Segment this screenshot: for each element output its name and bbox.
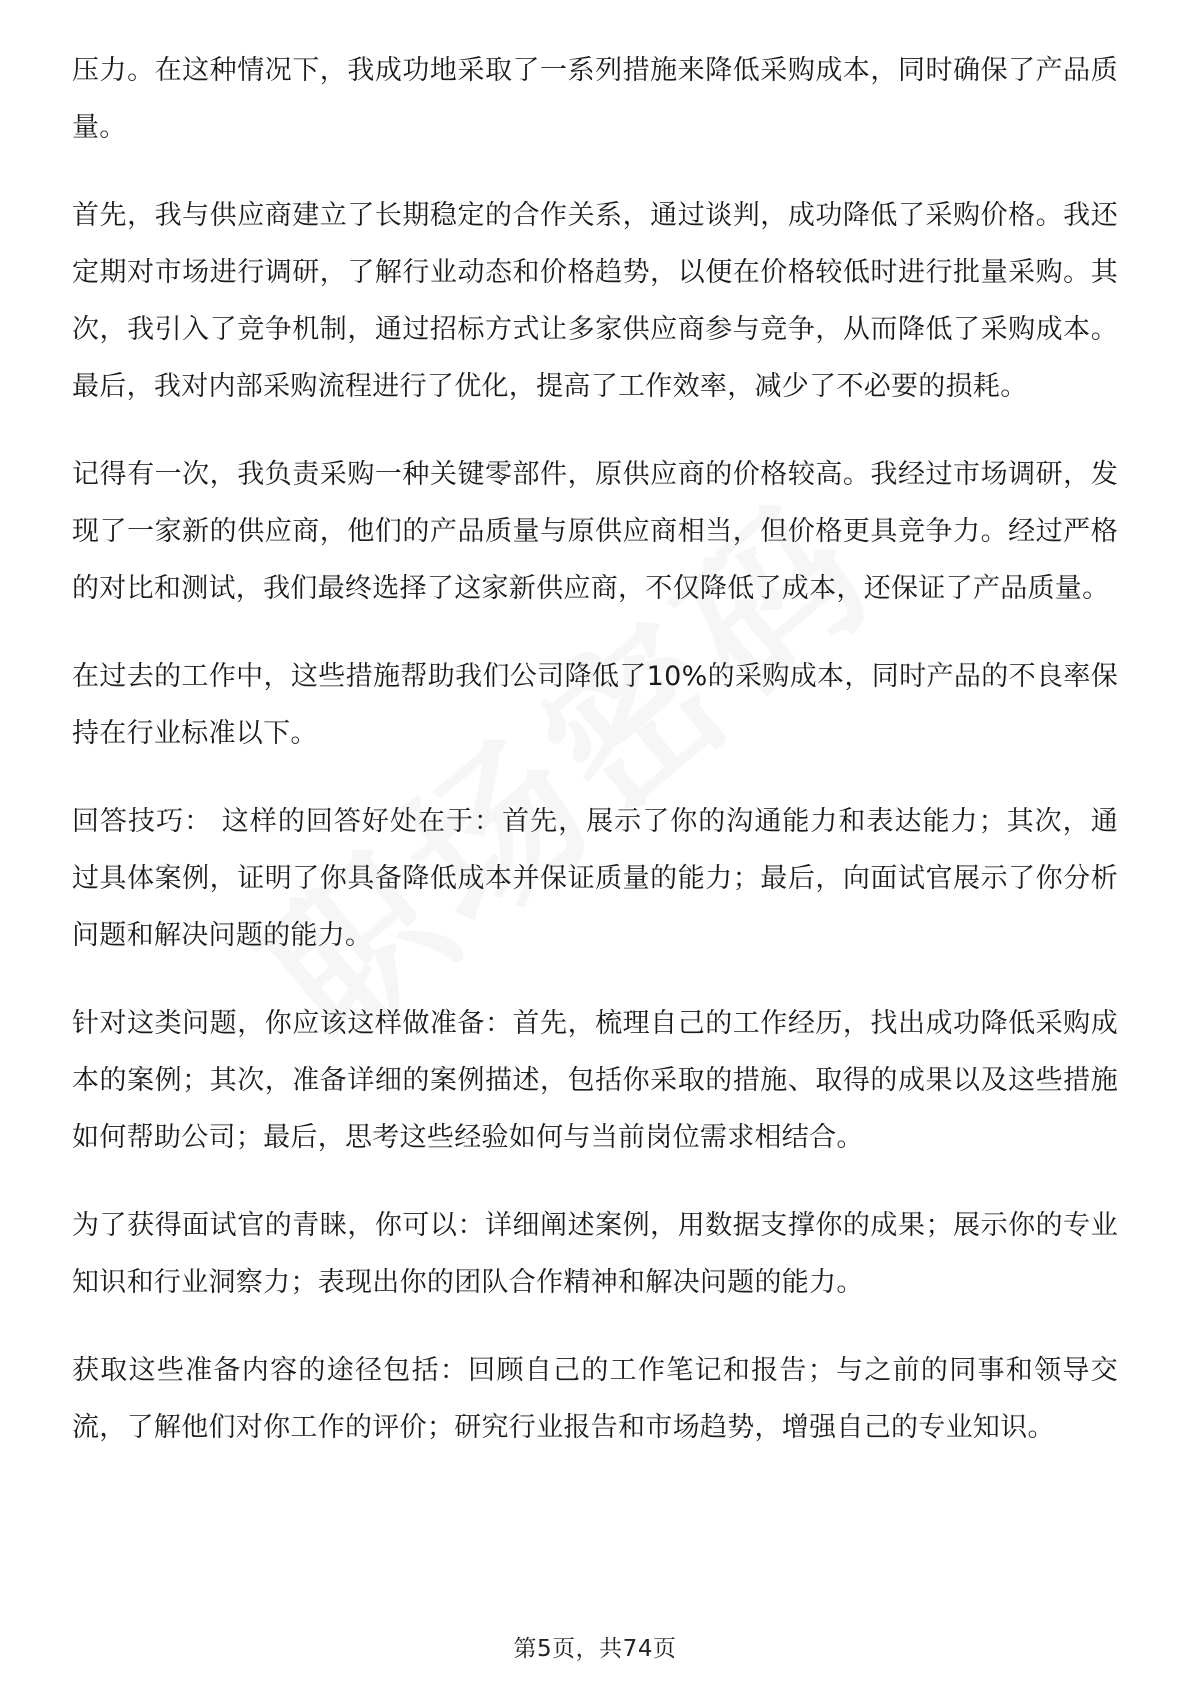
paragraph-2: 首先，我与供应商建立了长期稳定的合作关系，通过谈判，成功降低了采购价格。我还定期对市场进行调研，了解行业动态和价格趋势，以便在价格较低时进行批量采购。其次，我引入了竞争机制，通过招标方式让多家供应商参与竞争，从而降低了采购成本。最后，我对内部采购流程进行了优化，提高了工作效率，减少了不必要的损耗。	[72, 200, 1118, 402]
document-body	[72, 42, 1118, 1487]
paragraph-6: 针对这类问题，你应该这样做准备：首先，梳理自己的工作经历，找出成功降低采购成本的案例；其次，准备详细的案例描述，包括你采取的措施、取得的成果以及这些措施如何帮助公司；最后，思考这些经验如何与当前岗位需求相结合。	[72, 1008, 1118, 1153]
paragraph-1: 压力。在这种情况下，我成功地采取了一系列措施来降低采购成本，同时确保了产品质量。	[72, 55, 1118, 143]
page-number-footer: 第5页，共74页	[513, 1636, 677, 1662]
paragraph-5: 回答技巧： 这样的回答好处在于：首先，展示了你的沟通能力和表达能力；其次，通过具体案例，证明了你具备降低成本并保证质量的能力；最后，向面试官展示了你分析问题和解决问题的能力。	[72, 806, 1118, 951]
paragraph-8: 获取这些准备内容的途径包括：回顾自己的工作笔记和报告；与之前的同事和领导交流，了解他们对你工作的评价；研究行业报告和市场趋势，增强自己的专业知识。	[72, 1355, 1118, 1443]
paragraph-4: 在过去的工作中，这些措施帮助我们公司降低了10%的采购成本，同时产品的不良率保持在行业标准以下。	[72, 661, 1118, 749]
paragraph-7: 为了获得面试官的青睐，你可以：详细阐述案例，用数据支撑你的成果；展示你的专业知识和行业洞察力；表现出你的团队合作精神和解决问题的能力。	[72, 1210, 1118, 1298]
paragraph-3: 记得有一次，我负责采购一种关键零部件，原供应商的价格较高。我经过市场调研，发现了一家新的供应商，他们的产品质量与原供应商相当，但价格更具竞争力。经过严格的对比和测试，我们最终选择了这家新供应商，不仅降低了成本，还保证了产品质量。	[72, 459, 1118, 604]
